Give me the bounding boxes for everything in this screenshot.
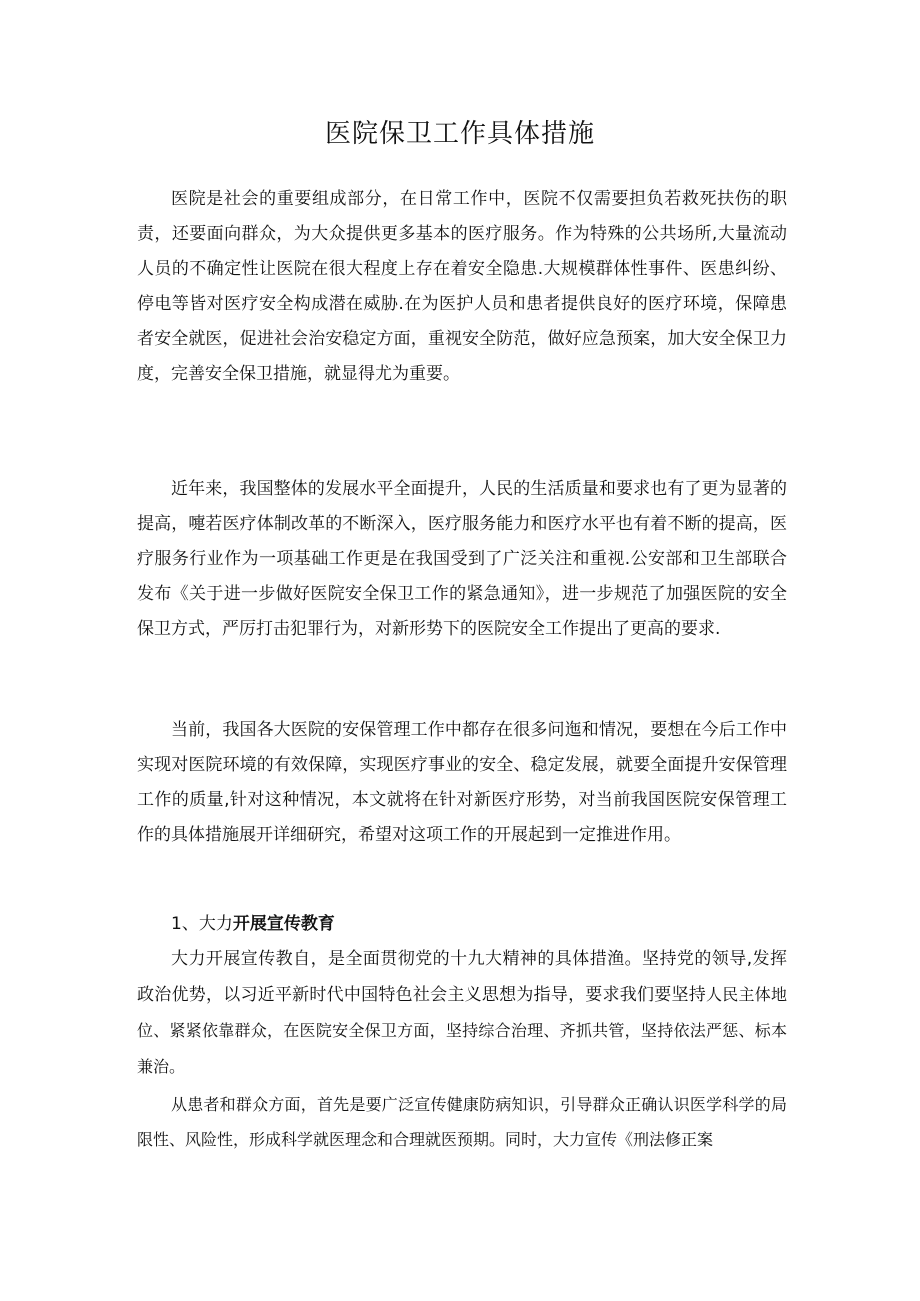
section-number: 1、大力 — [171, 914, 233, 934]
document-title: 医院保卫工作具体措施 — [324, 119, 595, 149]
patients-paragraph: 从患者和群众方面，首先是要广泛宣传健康防病知识，引导群众正确认识医学科学的局限性、风险性，形成科学就医理念和合理就医预期。同时，大力宣传《刑法修正案 — [137, 1095, 787, 1149]
intro-paragraph: 医院是社会的重要组成部分，在日常工作中，医院不仅需要担负若救死扶伤的职责，还要面向群众，为大众提供更多基本的医疗服务。作为特殊的公共场所,大量流动人员的不确定性让医院在很大程度上存在着安全隐患.大规模群体性事件、医患纠纷、停电等皆对医疗安全构成潜在威胁.在为医护人员和患者提供良好的医疗环境，保障患者安全就医，促进社会治安稳定方面，重视安全防范，做好应急预案，加大安全保卫力度，完善安全保卫措施，就显得尤为重要。 — [137, 189, 787, 384]
section-paragraph-part1: 大力开展宣传教自，是全面贯彻党的十九大精神的具体措渔。坚持党的领导,发挥政治优势，以习近平新时代中国特色社会主义思想为指导，要求我们要坚持 — [137, 949, 787, 1005]
section-paragraph-part2: 人民主体地位、紧紧依靠群众，在医院安全保卫方面，坚持综合治理、齐抓共管，坚持依法严惩、标本兼治。 — [137, 985, 787, 1076]
background-paragraph: 近年来，我国整体的发展水平全面提升，人民的生活质量和要求也有了更为显著的提高，嚏若医疗体制改革的不断深入，医疗服务能力和医疗水平也有着不断的提高，医疗服务行业作为一项基础工作更是在我国受到了广泛关注和重视.公安部和卫生部联合发布《关于进一步做好医院安全保卫工作的紧急通知》，进一步规范了加强医院的安全保卫方式，严厉打击犯罪行为，对新形势下的医院安全工作提出了更高的要求. — [137, 479, 787, 639]
purpose-paragraph: 当前，我国各大医院的安保管理工作中都存在很多问迤和情况，要想在今后工作中实现对医院环境的有效保障，实现医疗事业的安全、稳定发展，就要全面提升安保管理工作的质量,针对这种情况，本文就将在针对新医疗形势，对当前我国医院安保管理工作的具体措施展开详细研究，希望对这项工作的开展起到一定推进作用。 — [137, 720, 787, 845]
section-heading — [137, 909, 787, 939]
section-title: 开展宣传教育 — [232, 914, 335, 934]
section-paragraph — [137, 942, 787, 1085]
